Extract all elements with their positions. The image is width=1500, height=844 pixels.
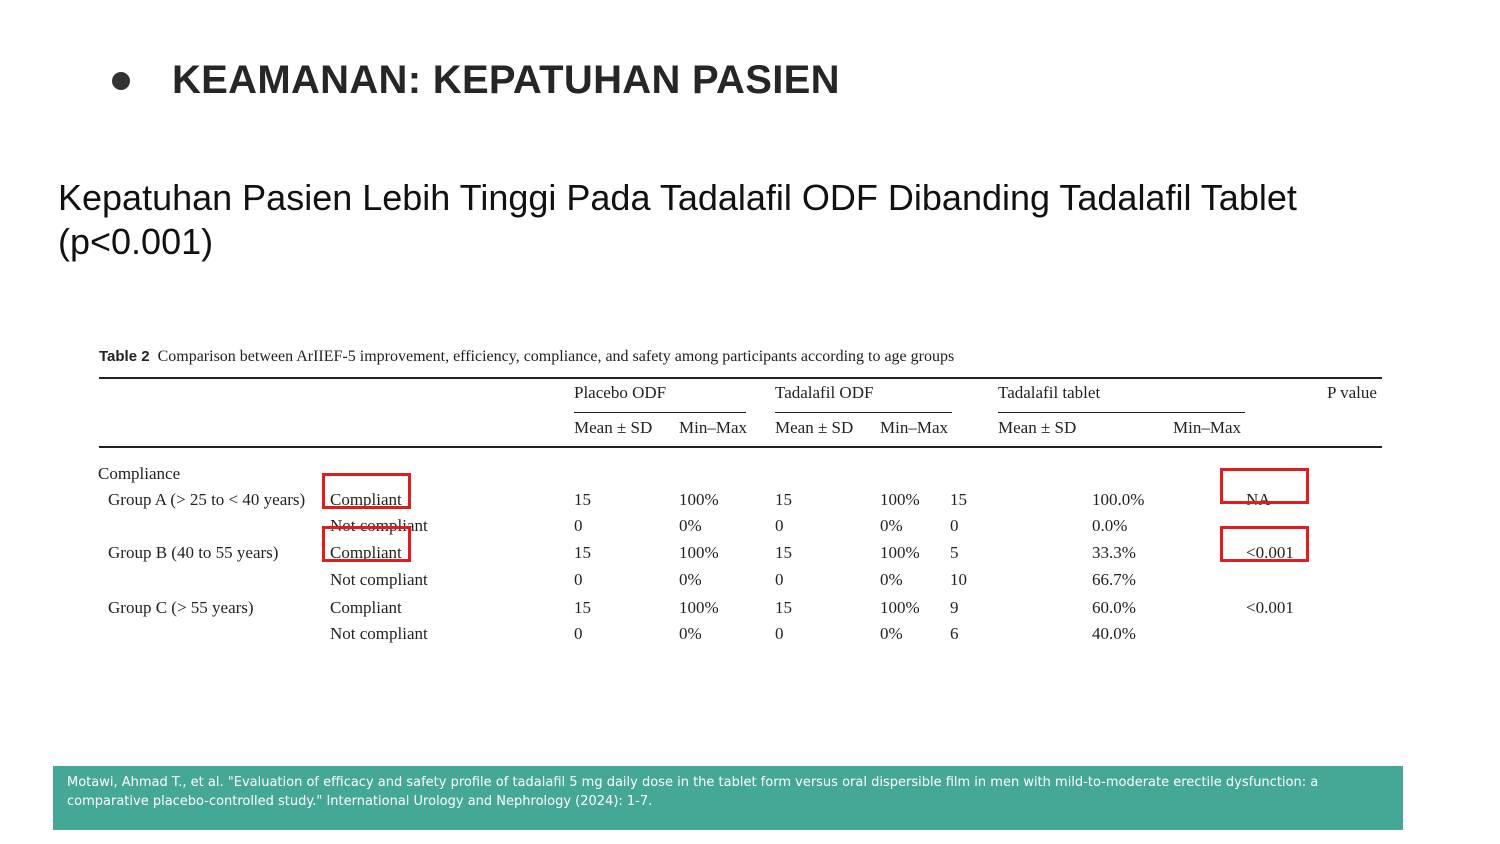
cell-placebo-minmax: 100% (679, 543, 719, 562)
cell-tablet-mean: 6 (950, 624, 959, 643)
highlight-box-p-b (1220, 526, 1309, 562)
cell-placebo-mean: 15 (574, 598, 591, 617)
cell-placebo-mean: 15 (574, 543, 591, 562)
cell-placebo-mean: 0 (574, 570, 583, 589)
cell-status: Not compliant (330, 570, 428, 589)
cell-tablet-minmax: 66.7% (1092, 570, 1136, 589)
table-top-rule (99, 377, 1382, 379)
cell-tablet-mean: 5 (950, 543, 959, 562)
table-caption-text: Comparison between ArIIEF-5 improvement, efficiency, compliance, and safety among participants according to age groups (157, 348, 955, 365)
cell-placebo-mean: 0 (574, 624, 583, 643)
cell-tablet-minmax: 40.0% (1092, 624, 1136, 643)
cell-odf-mean: 15 (775, 598, 792, 617)
cell-group: Group A (> 25 to < 40 years) (108, 490, 306, 509)
section-label: Compliance (98, 464, 181, 483)
header-tadalafil-tablet: Tadalafil tablet (998, 383, 1101, 402)
cell-odf-minmax: 100% (880, 598, 920, 617)
subheader-tablet-mean: Mean ± SD (998, 418, 1077, 437)
cell-placebo-mean: 0 (574, 516, 583, 535)
subheader-placebo-minmax: Min–Max (679, 418, 747, 437)
cell-tablet-mean: 0 (950, 516, 959, 535)
citation-text: Motawi, Ahmad T., et al. "Evaluation of efficacy and safety profile of tadalafil 5 mg daily dose in the tablet form versus oral dispersible film in men with mild-to-moderate erectile dysfunction: a comparative placebo-controlled study." International Urology and Nephrology (2024): 1-7. (67, 775, 1319, 809)
cell-odf-minmax: 0% (880, 570, 903, 589)
cell-status: Not compliant (330, 624, 428, 643)
subheader-tablet-minmax: Min–Max (1173, 418, 1241, 437)
cell-odf-minmax: 0% (880, 624, 903, 643)
slide-title: KEAMANAN: KEPATUHAN PASIEN (172, 58, 840, 102)
cell-tablet-mean: 10 (950, 570, 967, 589)
cell-placebo-minmax: 0% (679, 570, 702, 589)
header-p-value: P value (1327, 383, 1377, 402)
cell-group: Group B (40 to 55 years) (108, 543, 279, 562)
subheader-placebo-mean: Mean ± SD (574, 418, 653, 437)
cell-placebo-minmax: 0% (679, 516, 702, 535)
cell-odf-minmax: 100% (880, 543, 920, 562)
placebo-group-rule (574, 412, 746, 413)
cell-odf-mean: 15 (775, 490, 792, 509)
odf-group-rule (775, 412, 952, 413)
tablet-group-rule (998, 412, 1245, 413)
highlight-box-p-a (1220, 468, 1309, 504)
cell-placebo-minmax: 100% (679, 598, 719, 617)
cell-tablet-minmax: 33.3% (1092, 543, 1136, 562)
cell-tablet-mean: 9 (950, 598, 959, 617)
cell-placebo-mean: 15 (574, 490, 591, 509)
cell-tablet-minmax: 0.0% (1092, 516, 1128, 535)
cell-odf-mean: 15 (775, 543, 792, 562)
cell-tablet-minmax: 60.0% (1092, 598, 1136, 617)
cell-placebo-minmax: 100% (679, 490, 719, 509)
cell-status: Compliant (330, 598, 402, 617)
highlight-box-group-b (322, 526, 411, 562)
subheader-odf-minmax: Min–Max (880, 418, 948, 437)
subheader-odf-mean: Mean ± SD (775, 418, 854, 437)
table-header-rule (99, 446, 1382, 448)
cell-placebo-minmax: 0% (679, 624, 702, 643)
cell-tablet-minmax: 100.0% (1092, 490, 1145, 509)
header-tadalafil-odf: Tadalafil ODF (775, 383, 874, 402)
cell-odf-mean: 0 (775, 516, 784, 535)
cell-odf-minmax: 100% (880, 490, 920, 509)
header-placebo: Placebo ODF (574, 383, 667, 402)
cell-p-value: <0.001 (1246, 598, 1294, 617)
cell-odf-mean: 0 (775, 570, 784, 589)
cell-status: Not compliant (330, 516, 428, 535)
cell-group: Group C (> 55 years) (108, 598, 254, 617)
cell-odf-minmax: 0% (880, 516, 903, 535)
table-caption (99, 347, 954, 367)
cell-status: Compliant (330, 543, 402, 562)
cell-status: Compliant (330, 490, 402, 509)
citation-footer (53, 766, 1403, 830)
cell-p-value: <0.001 (1246, 543, 1294, 562)
cell-tablet-mean: 15 (950, 490, 967, 509)
cell-p-value: NA (1246, 490, 1271, 509)
cell-odf-mean: 0 (775, 624, 784, 643)
highlight-box-group-a (322, 473, 411, 509)
table-caption-label: Table 2 (99, 348, 150, 365)
slide-subtitle: Kepatuhan Pasien Lebih Tinggi Pada Tadalafil ODF Dibanding Tadalafil Tablet (p<0.001) (58, 177, 1297, 262)
